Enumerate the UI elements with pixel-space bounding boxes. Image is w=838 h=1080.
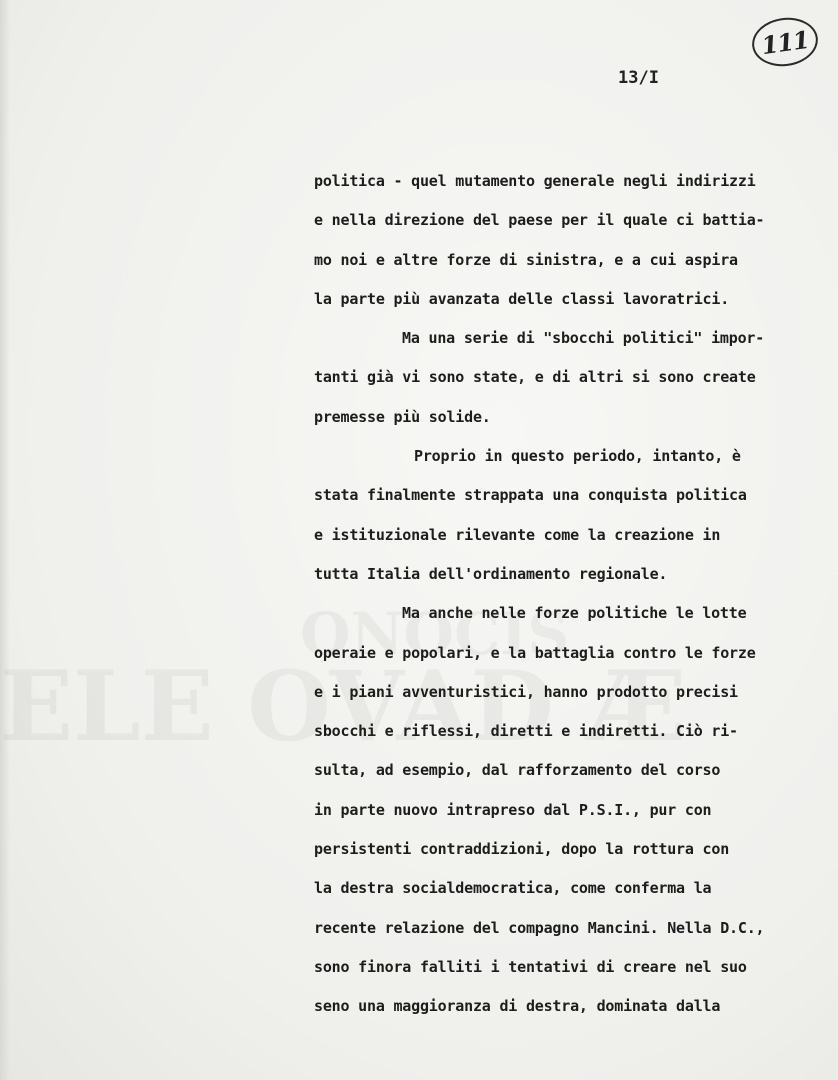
text-line: Ma anche nelle forze politiche le lotte	[402, 604, 747, 623]
text-line: Proprio in questo periodo, intanto, è	[414, 447, 741, 466]
text-line: mo noi e altre forze di sinistra, e a cui aspira	[314, 250, 738, 269]
text-line: premesse più solide.	[314, 407, 491, 426]
text-line: la destra socialdemocratica, come conferma la	[314, 879, 712, 898]
text-line: Ma una serie di "sbocchi politici" impor-	[402, 329, 765, 348]
text-line: recente relazione del compagno Mancini. Nella D.C.,	[314, 918, 765, 937]
text-line: operaie e popolari, e la battaglia contro le forze	[314, 643, 756, 662]
text-line: e i piani avventuristici, hanno prodotto precisi	[314, 682, 738, 701]
typed-text-block	[314, 168, 824, 1033]
text-line: e istituzionale rilevante come la creazione in	[314, 525, 721, 544]
text-line: la parte più avanzata delle classi lavoratrici.	[314, 289, 730, 308]
text-line: in parte nuovo intrapreso dal P.S.I., pur con	[314, 800, 712, 819]
text-line: sono finora falliti i tentativi di creare nel suo	[314, 957, 747, 976]
text-line: e nella direzione del paese per il quale ci battia-	[314, 211, 765, 230]
page-number: 13/I	[618, 68, 659, 88]
text-line: seno una maggioranza di destra, dominata dalla	[314, 997, 721, 1016]
text-line: tutta Italia dell'ordinamento regionale.	[314, 564, 668, 583]
text-line: persistenti contraddizioni, dopo la rottura con	[314, 840, 730, 859]
text-line: sulta, ad esempio, dal rafforzamento del corso	[314, 761, 721, 780]
text-line: sbocchi e riflessi, diretti e indiretti. Ciò ri-	[314, 722, 738, 741]
text-line: politica - quel mutamento generale negli indirizzi	[314, 172, 756, 190]
text-line: stata finalmente strappata una conquista politica	[314, 486, 747, 505]
archive-number-stamp: 111	[749, 14, 821, 71]
page-edge-shadow	[0, 0, 10, 1080]
text-line: tanti già vi sono state, e di altri si sono create	[314, 368, 756, 387]
